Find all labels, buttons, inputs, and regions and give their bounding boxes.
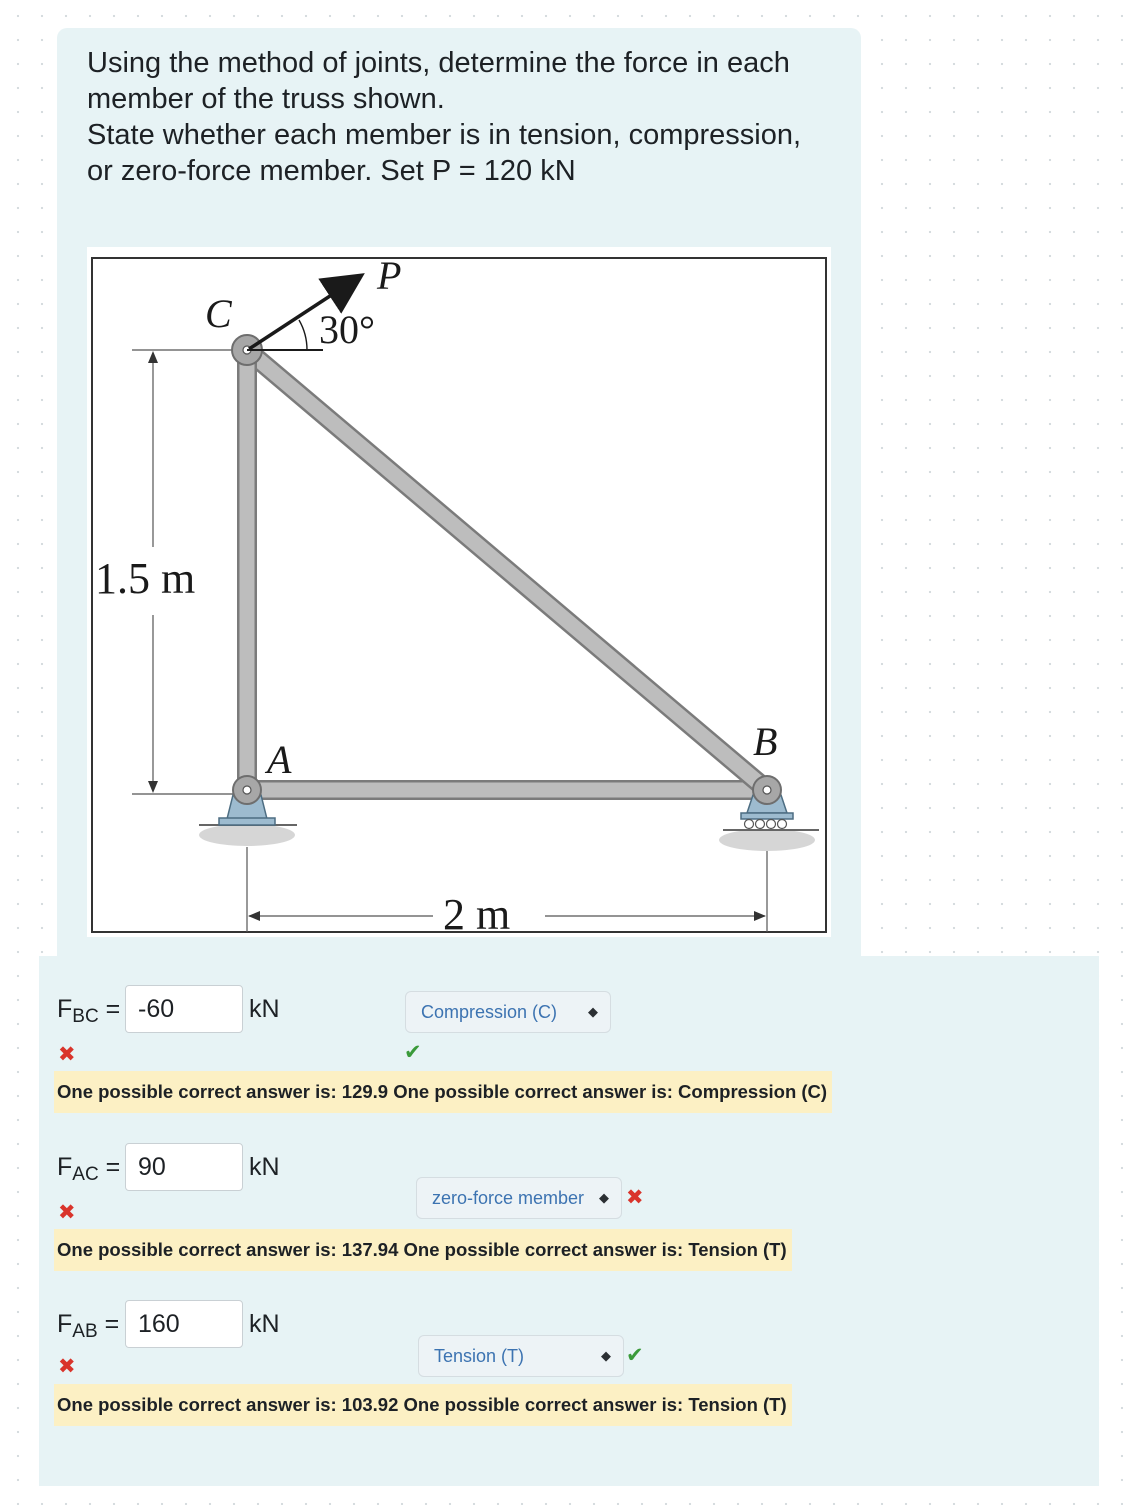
fac-state-select[interactable] <box>416 1177 622 1219</box>
correct-icon: ✔ <box>626 1344 644 1367</box>
force-label-fac <box>57 1152 120 1190</box>
width-label: 2 m <box>443 890 511 937</box>
force-label-fab <box>57 1309 119 1347</box>
answer-row-fab <box>39 1271 1099 1431</box>
pin-b <box>763 786 771 794</box>
force-label-fbc <box>57 994 120 1032</box>
select-value: zero-force member <box>432 1188 585 1208</box>
incorrect-icon: ✖ <box>58 1355 76 1378</box>
answer-row-fac <box>39 1114 1099 1274</box>
truss-figure <box>87 247 831 937</box>
force-symbol: F <box>57 1310 73 1338</box>
question-line: member of the truss shown. <box>87 83 445 115</box>
pin-support-a-base <box>219 818 275 825</box>
height-label: 1.5 m <box>95 554 196 603</box>
pin-a <box>243 786 251 794</box>
truss-diagram <box>87 247 831 937</box>
correct-icon: ✔ <box>404 1041 422 1064</box>
answer-row-fbc <box>39 956 1099 1116</box>
question-line: State whether each member is in tension, compression, <box>87 119 802 151</box>
roller <box>745 820 754 829</box>
joint-label-c: C <box>205 291 232 336</box>
feedback-fab: One possible correct answer is: 103.92 One possible correct answer is: Tension (T) <box>54 1384 792 1426</box>
fab-state-select[interactable] <box>418 1335 624 1377</box>
unit-label: kN <box>249 1310 280 1338</box>
question-line: or zero-force member. Set P = 120 kN <box>87 155 576 187</box>
force-symbol: F <box>57 1153 73 1181</box>
figure-border <box>92 258 826 932</box>
answer-panel <box>39 956 1099 1486</box>
incorrect-icon: ✖ <box>58 1201 76 1224</box>
roller <box>778 820 787 829</box>
roller <box>767 820 776 829</box>
fac-value-input[interactable] <box>125 1143 243 1191</box>
question-text <box>87 45 837 189</box>
roller-support-b-base <box>741 813 793 819</box>
force-subscript: AB <box>72 1321 98 1342</box>
ground-right <box>719 829 815 851</box>
roller <box>756 820 765 829</box>
joint-label-b: B <box>753 719 778 764</box>
equals-sign: = <box>98 1153 121 1181</box>
equals-sign: = <box>97 1310 120 1338</box>
load-label-p: P <box>377 253 402 298</box>
unit-label: kN <box>249 1153 280 1181</box>
fbc-value-input[interactable] <box>125 985 243 1033</box>
equals-sign: = <box>98 995 121 1023</box>
feedback-fbc: One possible correct answer is: 129.9 One possible correct answer is: Compression (C) <box>54 1071 832 1113</box>
select-value: Compression (C) <box>421 1002 558 1022</box>
force-symbol: F <box>57 995 73 1023</box>
select-arrows-icon: ◆ <box>599 1190 609 1205</box>
select-value: Tension (T) <box>434 1346 525 1366</box>
question-panel <box>57 28 861 963</box>
incorrect-icon: ✖ <box>58 1043 76 1066</box>
joint-label-a: A <box>267 737 292 782</box>
fab-value-input[interactable] <box>125 1300 243 1348</box>
fbc-state-select[interactable] <box>405 991 611 1033</box>
force-subscript: BC <box>72 1006 99 1027</box>
question-line: Using the method of joints, determine the force in each <box>87 47 790 79</box>
incorrect-icon: ✖ <box>626 1186 644 1209</box>
unit-label: kN <box>249 995 280 1023</box>
feedback-fac: One possible correct answer is: 137.94 One possible correct answer is: Tension (T) <box>54 1229 792 1271</box>
select-arrows-icon: ◆ <box>588 1004 598 1019</box>
force-subscript: AC <box>72 1164 99 1185</box>
select-arrows-icon: ◆ <box>601 1348 611 1363</box>
angle-label: 30° <box>319 307 375 352</box>
ground-left <box>199 824 295 846</box>
